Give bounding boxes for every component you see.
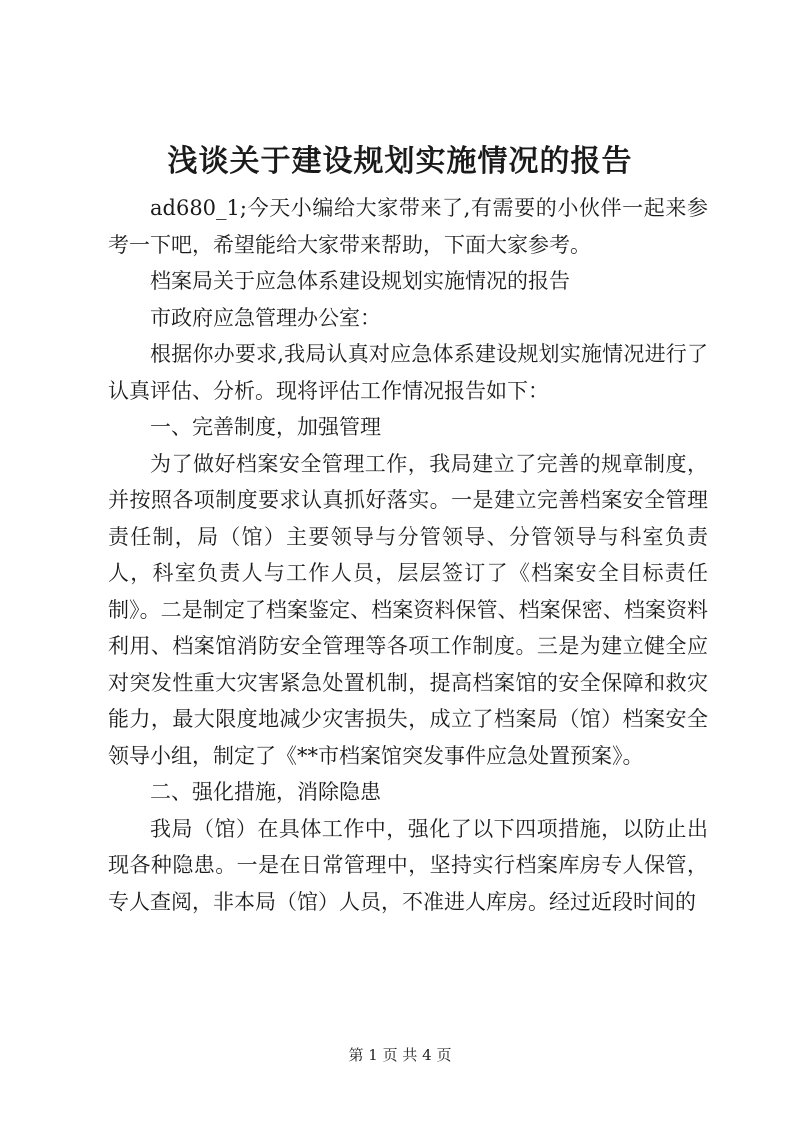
page-footer: 第 1 页 共 4 页: [348, 1046, 452, 1064]
document-title: 浅谈关于建设规划实施情况的报告: [167, 144, 633, 179]
section-heading-1: 一、完善制度，加强管理: [150, 415, 381, 439]
document-body: [108, 190, 708, 920]
opening-paragraph: 根据你办要求,我局认真对应急体系建设规划实施情况进行了认真评估、分析。现将评估工作情况报告如下：: [108, 342, 708, 403]
intro-paragraph: ad680_1;今天小编给大家带来了,有需要的小伙伴一起来参考一下吧，希望能给大家带来帮助，下面大家参考。: [108, 196, 708, 257]
report-subtitle: 档案局关于应急体系建设规划实施情况的报告: [150, 269, 570, 293]
addressee: 市政府应急管理办公室：: [150, 305, 381, 330]
section-1-paragraph: 为了做好档案安全管理工作，我局建立了完善的规章制度，并按照各项制度要求认真抓好落实。一是建立完善档案安全管理责任制，局（馆）主要领导与分管领导、分管领导与科室负责人，科室负责人与工作人员，层层签订了《档案安全目标责任制》。二是制定了档案鉴定、档案资料保管、档案保密、档案资料利用、档案馆消防安全管理等各项工作制度。三是为建立健全应对突发性重大灾害紧急处置机制，提高档案馆的安全保障和救灾能力，最大限度地减少灾害损失，成立了档案局（馆）档案安全领导小组，制定了《**市档案馆突发事件应急处置预案》。: [108, 451, 708, 768]
section-heading-2: 二、强化措施，消除隐患: [150, 780, 381, 804]
section-2-paragraph: 我局（馆）在具体工作中，强化了以下四项措施，以防止出现各种隐患。一是在日常管理中，坚持实行档案库房专人保管，专人查阅，非本局（馆）人员，不准进人库房。经过近段时间的: [108, 816, 708, 914]
